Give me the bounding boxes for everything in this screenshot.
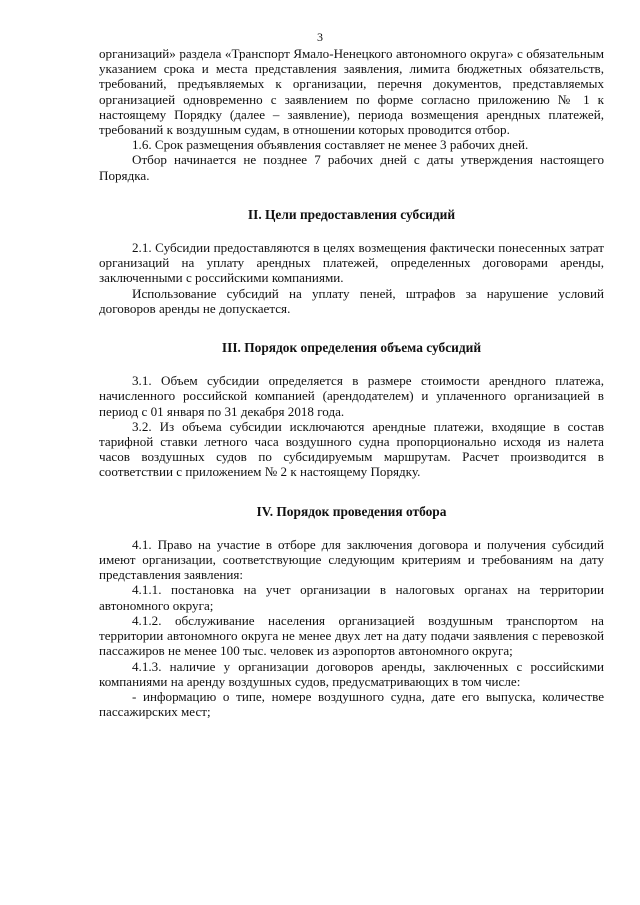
section-4-heading: IV. Порядок проведения отбора bbox=[256, 503, 447, 519]
paragraph-3-1: 3.1. Объем субсидии определяется в размере стоимости арендного платежа, начисленного российской компанией (арендодателем) и уплаченного организацией в период с 01 января по 31 декабря 2018 года. bbox=[99, 373, 604, 419]
paragraph-1-6: 1.6. Срок размещения объявления составляет не менее 3 рабочих дней. bbox=[132, 137, 529, 153]
section-3-heading: III. Порядок определения объема субсидий bbox=[221, 340, 482, 356]
section-2-heading: II. Цели предоставления субсидий bbox=[247, 206, 456, 222]
paragraph-4-1: 4.1. Право на участие в отборе для заключения договора и получения субсидий имеют организации, соответствующие следующим критериям и требованиям на дату представления заявления: bbox=[99, 536, 604, 583]
paragraph-continuation: организаций» раздела «Транспорт Ямало-Ненецкого автономного округа» с обязательным указанием срока и места представления заявления, лимита бюджетных обязательств, требований, предъявляемых к организации, перечня документов, представляемых организацией одновременно с заявлением по форме согласно приложению № 1 к настоящему Порядку (далее – заявление), периода возмещения арендных платежей, требований к воздушным судам, в отношении которых проводится отбор. bbox=[99, 46, 604, 138]
paragraph-4-1-2: 4.1.2. обслуживание населения организацией воздушным транспортом на территории автономного округа не менее двух лет на дату подачи заявления с перевозкой пассажиров не менее 100 тыс. человек из аэропортов автономного округа; bbox=[99, 612, 604, 659]
paragraph-subsidy-use: Использование субсидий на уплату пеней, штрафов за нарушение условий договоров аренды не допускается. bbox=[99, 285, 604, 316]
paragraph-3-2: 3.2. Из объема субсидии исключаются арендные платежи, входящие в состав тарифной ставки летного часа воздушного судна пропорционально исходя из налета часов воздушных судов по субсидируемым маршрутам. Расчет производится в соответствии с приложением № 2 к настоящему Порядку. bbox=[99, 418, 604, 480]
paragraph-bullet-aircraft-info: - информацию о типе, номере воздушного судна, дате его выпуска, количестве пассажирских мест; bbox=[99, 688, 604, 720]
paragraph-4-1-3: 4.1.3. наличие у организации договоров аренды, заключенных с российскими компаниями на аренду воздушных судов, предусматривающих в том числе: bbox=[99, 658, 604, 689]
paragraph-4-1-1: 4.1.1. постановка на учет организации в налоговых органах на территории автономного округа; bbox=[99, 582, 604, 613]
paragraph-2-1: 2.1. Субсидии предоставляются в целях возмещения фактически понесенных затрат организаций на уплату арендных платежей, определенных договорами аренды, заключенными с российскими компаниями. bbox=[99, 240, 604, 286]
paragraph-selection-start: Отбор начинается не позднее 7 рабочих дней с даты утверждения настоящего Порядка. bbox=[99, 152, 604, 183]
page-number: 3 bbox=[317, 30, 323, 44]
document-body bbox=[99, 46, 604, 719]
